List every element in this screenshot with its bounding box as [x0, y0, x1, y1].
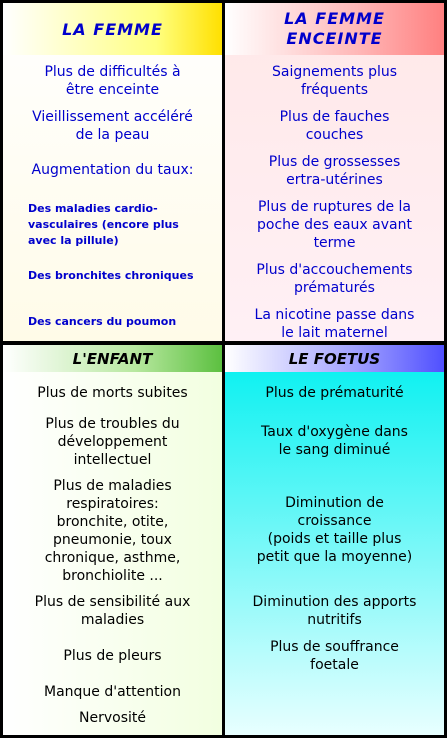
enfant-item-7: Nervosité: [79, 710, 146, 726]
foetus-item-1: Plus de prématurité: [265, 385, 404, 401]
enfant-item-3: Plus de maladies respiratoires: bronchite, otite, pneumonie, toux chronique, asthme, bronchiolite ...: [44, 478, 181, 584]
header-le-foetus: [225, 345, 444, 372]
enfant-item-5: Plus de pleurs: [63, 648, 162, 664]
panel-le-foetus: [225, 345, 444, 735]
header-la-femme: [3, 3, 222, 55]
enceinte-item-6: La nicotine passe dans le lait maternel: [254, 307, 415, 341]
foetus-item-4: Diminution des apports nutritifs: [252, 594, 417, 628]
panel-l-enfant: [3, 345, 222, 735]
title-la-femme: LA FEMME: [62, 19, 163, 39]
enceinte-item-1: Saignements plus fréquents: [271, 64, 398, 98]
femme-item-2: Vieillissement accéléré de la peau: [32, 109, 193, 143]
header-la-femme-enceinte: [225, 3, 444, 55]
foetus-item-2: Taux d'oxygène dans le sang diminué: [261, 424, 408, 458]
femme-item-5: Des bronchites chroniques: [28, 269, 194, 282]
panel-la-femme: [3, 3, 222, 341]
title-la-femme-enceinte: LA FEMME ENCEINTE: [284, 9, 385, 48]
femme-item-1: Plus de difficultés à être enceinte: [44, 64, 181, 98]
enceinte-item-3: Plus de grossesses ertra-utérines: [268, 154, 401, 188]
enfant-item-2: Plus de troubles du développement intellectuel: [45, 416, 180, 468]
title-le-foetus: LE FOETUS: [288, 349, 381, 368]
enceinte-item-5: Plus d'accouchements prématurés: [256, 262, 413, 296]
enfant-item-4: Plus de sensibilité aux maladies: [34, 594, 191, 628]
foetus-item-3: Diminution de croissance (poids et taille plus petit que la moyenne): [256, 495, 413, 565]
enceinte-item-4: Plus de ruptures de la poche des eaux avant terme: [257, 199, 412, 251]
header-l-enfant: [3, 345, 222, 372]
foetus-item-5: Plus de souffrance foetale: [270, 639, 399, 673]
enfant-item-6: Manque d'attention: [44, 684, 181, 700]
enceinte-item-2: Plus de fauches couches: [279, 109, 390, 143]
femme-item-6: Des cancers du poumon: [28, 315, 177, 328]
femme-item-4: Des maladies cardio- vasculaires (encore plus avec la pillule): [28, 202, 179, 247]
title-l-enfant: L'ENFANT: [72, 349, 153, 368]
panel-la-femme-enceinte: [225, 3, 444, 341]
femme-item-3: Augmentation du taux:: [31, 162, 194, 178]
enfant-item-1: Plus de morts subites: [37, 385, 188, 401]
